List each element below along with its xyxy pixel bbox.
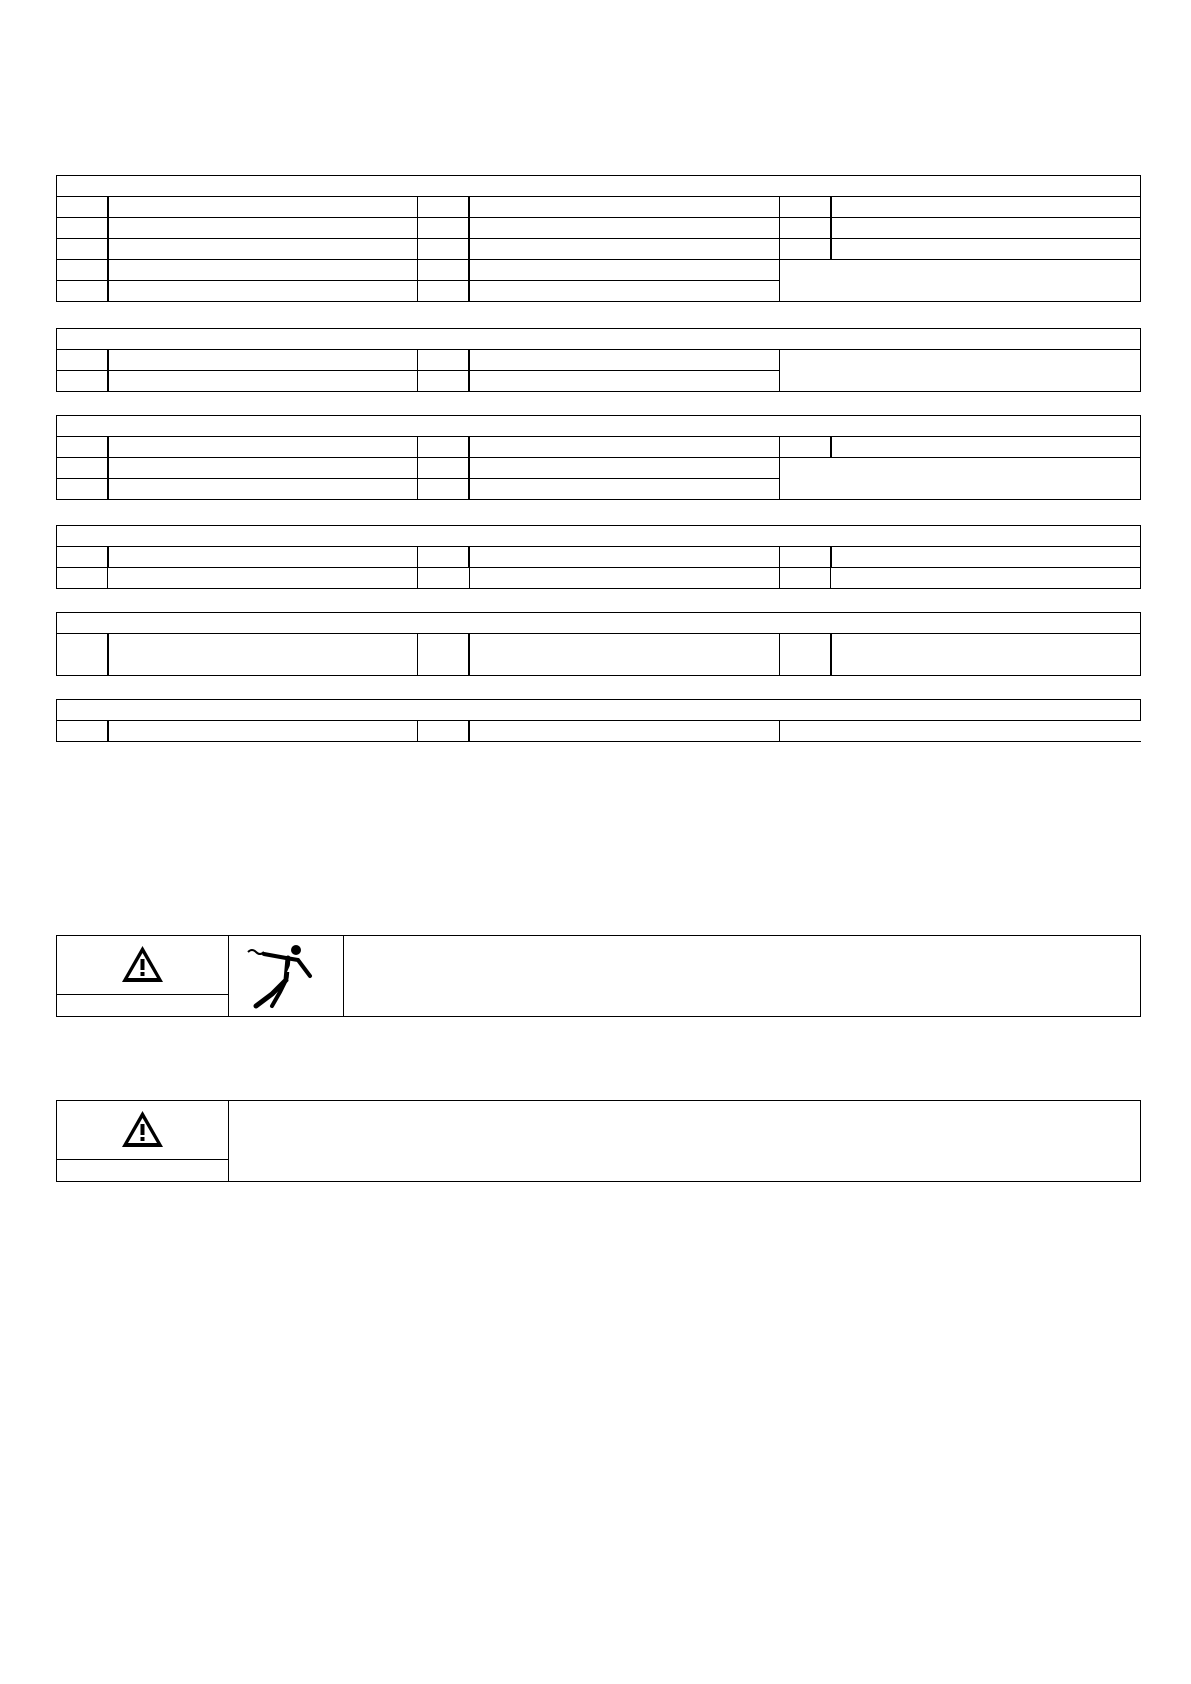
table-row <box>57 260 1141 281</box>
spec-table-2 <box>56 328 1141 392</box>
table-row <box>57 634 1141 676</box>
spec-table-3 <box>56 415 1141 500</box>
table-row <box>57 218 1141 239</box>
table-header <box>57 700 1141 721</box>
warning-box-general <box>56 1100 1141 1182</box>
table-header <box>57 613 1141 634</box>
warning-text <box>229 1101 1140 1181</box>
electric-shock-icon <box>228 936 343 1016</box>
shock-icon-cell <box>228 936 344 1016</box>
spec-table-4 <box>56 525 1141 589</box>
merged-cell <box>779 458 1140 500</box>
table-row <box>57 568 1141 589</box>
table-row <box>57 437 1141 458</box>
warning-triangle-icon <box>57 1101 228 1159</box>
warning-icon-area <box>57 1101 228 1160</box>
warning-box-electrical <box>56 935 1141 1017</box>
table-row <box>57 350 1141 371</box>
table-header <box>57 329 1141 350</box>
table-header <box>57 176 1141 197</box>
warning-icon-area <box>57 936 228 995</box>
table-row <box>57 547 1141 568</box>
table-header <box>57 416 1141 437</box>
spec-table-6 <box>56 699 1141 742</box>
spec-table-5 <box>56 612 1141 676</box>
spec-table-1 <box>56 175 1141 302</box>
merged-cell <box>779 260 1140 302</box>
warning-label-block <box>57 936 229 1016</box>
table-row <box>57 239 1141 260</box>
warning-label <box>57 994 228 1016</box>
warning-label-block <box>57 1101 229 1181</box>
blank-cell <box>779 721 1140 742</box>
table-row <box>57 197 1141 218</box>
merged-cell <box>779 350 1140 392</box>
table-row <box>57 721 1141 742</box>
warning-text <box>344 936 1140 1016</box>
warning-label <box>57 1159 228 1181</box>
warning-triangle-icon <box>57 936 228 994</box>
table-header <box>57 526 1141 547</box>
table-row <box>57 458 1141 479</box>
